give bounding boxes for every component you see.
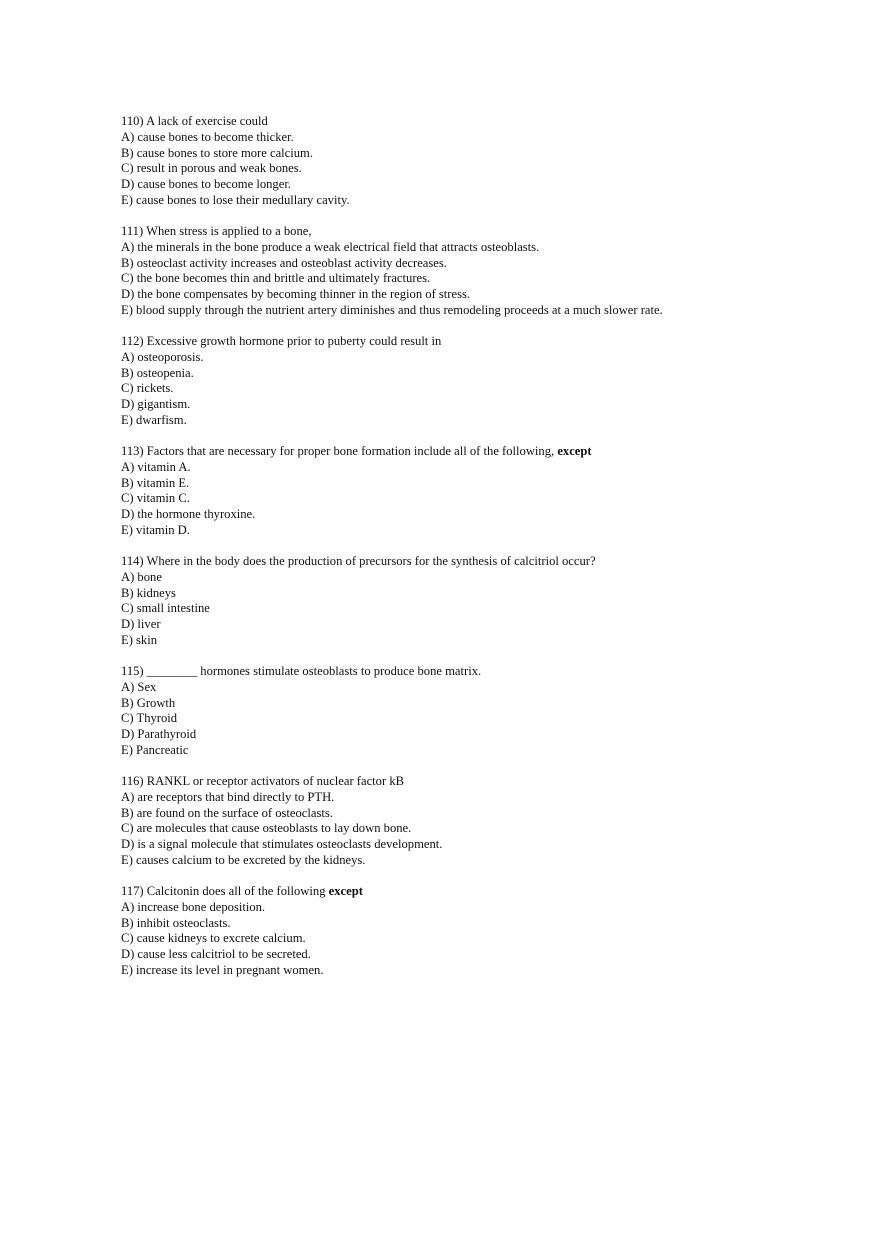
option-b: B) kidneys (121, 585, 176, 600)
option-c: C) are molecules that cause osteoblasts to lay down bone. (121, 821, 412, 836)
option-b: B) vitamin E. (121, 475, 190, 490)
option-a: A) Sex (121, 679, 157, 694)
stem-text: 112) Excessive growth hormone prior to puberty could result in (121, 334, 442, 348)
option-a: A) bone (121, 569, 162, 584)
stem-text: 114) Where in the body does the production of precursors for the synthesis of calcitriol occur? (121, 554, 596, 568)
question-113 (121, 444, 841, 539)
option-d: D) the bone compensates by becoming thinner in the region of stress. (121, 287, 471, 301)
stem-emphasis: except (328, 884, 363, 898)
stem-text: 111) When stress is applied to a bone, (121, 224, 312, 238)
option-a: A) increase bone deposition. (121, 899, 266, 914)
option-d: D) liver (121, 617, 161, 631)
question-stem (121, 114, 841, 130)
stem-text: 117) Calcitonin does all of the following (121, 884, 329, 898)
question-stem (121, 664, 841, 680)
option-a: A) vitamin A. (121, 459, 191, 474)
option-c: C) result in porous and weak bones. (121, 161, 302, 176)
option-b: B) inhibit osteoclasts. (121, 915, 231, 930)
stem-text: 113) Factors that are necessary for proper bone formation include all of the following, (121, 444, 558, 458)
option-c: C) vitamin C. (121, 491, 190, 506)
option-d: D) the hormone thyroxine. (121, 507, 256, 521)
option-e: E) vitamin D. (121, 522, 190, 537)
stem-text: 110) A lack of exercise could (121, 114, 268, 128)
question-115 (121, 664, 841, 759)
option-c: C) cause kidneys to excrete calcium. (121, 931, 306, 946)
stem-emphasis: except (557, 444, 592, 458)
question-stem (121, 774, 841, 790)
option-e: E) increase its level in pregnant women. (121, 962, 324, 977)
option-a: A) are receptors that bind directly to PTH. (121, 789, 335, 804)
question-112 (121, 334, 841, 429)
stem-text: 115) ________ hormones stimulate osteoblasts to produce bone matrix. (121, 664, 482, 678)
option-b: B) osteoclast activity increases and osteoblast activity decreases. (121, 255, 447, 270)
question-111 (121, 224, 841, 319)
question-stem (121, 554, 841, 570)
question-116 (121, 774, 841, 869)
option-e: E) dwarfism. (121, 412, 187, 427)
option-b: B) are found on the surface of osteoclasts. (121, 805, 333, 820)
question-117 (121, 884, 841, 979)
option-b: B) Growth (121, 695, 176, 710)
question-stem (121, 334, 841, 350)
option-b: B) osteopenia. (121, 365, 194, 380)
question-stem (121, 884, 841, 900)
option-e: E) causes calcium to be excreted by the kidneys. (121, 852, 366, 867)
option-e: E) blood supply through the nutrient artery diminishes and thus remodeling proceeds at a much slower rate. (121, 302, 663, 317)
option-e: E) Pancreatic (121, 742, 189, 757)
option-d: D) gigantism. (121, 397, 191, 411)
option-a: A) osteoporosis. (121, 349, 204, 364)
option-b: B) cause bones to store more calcium. (121, 145, 313, 160)
question-stem (121, 444, 841, 460)
stem-text: 116) RANKL or receptor activators of nuclear factor kB (121, 774, 405, 788)
option-c: C) Thyroid (121, 711, 178, 726)
question-stem (121, 224, 841, 240)
option-d: D) Parathyroid (121, 727, 197, 741)
question-list (121, 114, 841, 994)
option-c: C) small intestine (121, 601, 210, 616)
option-c: C) the bone becomes thin and brittle and ultimately fractures. (121, 271, 431, 286)
option-a: A) cause bones to become thicker. (121, 129, 294, 144)
question-114 (121, 554, 841, 649)
option-d: D) cause less calcitriol to be secreted. (121, 947, 311, 961)
option-c: C) rickets. (121, 381, 174, 396)
option-e: E) cause bones to lose their medullary cavity. (121, 192, 350, 207)
option-e: E) skin (121, 632, 158, 647)
option-d: D) cause bones to become longer. (121, 177, 291, 191)
option-d: D) is a signal molecule that stimulates osteoclasts development. (121, 837, 443, 851)
question-110 (121, 114, 841, 209)
option-a: A) the minerals in the bone produce a weak electrical field that attracts osteoblasts. (121, 239, 540, 254)
